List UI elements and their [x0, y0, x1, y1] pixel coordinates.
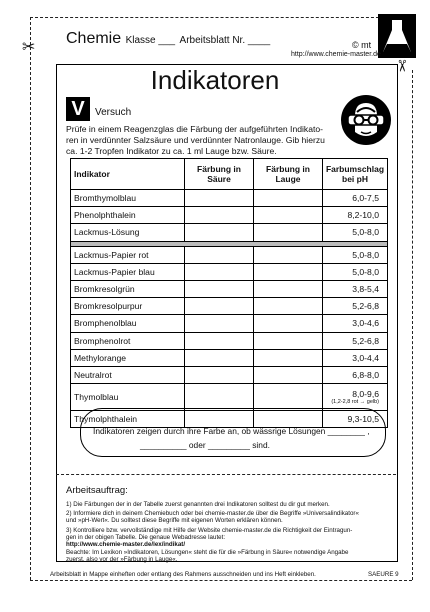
intro-line: ca. 1-2 Tropfen Indikator zu ca. 1 ml Lauge bzw. Säure.	[66, 146, 277, 156]
color-in-acid-cell[interactable]	[185, 298, 254, 315]
column-header-saeure: Färbung in Säure	[185, 159, 254, 190]
ph-range: 6,8-8,0	[323, 366, 388, 383]
ph-range: 5,0-8,0	[323, 246, 388, 263]
indicator-name: Bromphenolrot	[71, 332, 185, 349]
klasse-label: Klasse ___	[125, 35, 176, 46]
color-in-base-cell[interactable]	[254, 263, 323, 280]
color-in-acid-cell[interactable]	[185, 315, 254, 332]
color-in-base-cell[interactable]	[254, 298, 323, 315]
indicator-name: Lackmus-Lösung	[71, 224, 185, 241]
indicator-name: Lackmus-Papier rot	[71, 246, 185, 263]
color-in-acid-cell[interactable]	[185, 263, 254, 280]
color-in-base-cell[interactable]	[254, 349, 323, 366]
fill-in-sentence-line-2[interactable]: __________ oder _________ sind.	[140, 440, 270, 450]
ph-range: 6,0-7,5	[323, 190, 388, 207]
task-line: gen in der obigen Tabelle. Die genaue Webadresse lautet:	[66, 534, 226, 542]
footer-instruction: Arbeitsblatt in Mappe einheften oder entlang des Rahmens ausschneiden und ins Heft einkleben.	[50, 571, 316, 578]
ph-range: 8,2-10,0	[323, 207, 388, 224]
task-line: Beachte: Im Lexikon »Indikatoren, Lösungen« steht die für die »Färbung in Säure« notwendige Angabe	[66, 548, 349, 556]
color-in-base-cell[interactable]	[254, 280, 323, 297]
color-in-acid-cell[interactable]	[185, 246, 254, 263]
table-header-row	[71, 159, 388, 190]
intro-line: ren in verdünnter Salzsäure und verdünnter Natronlauge. Gib hierzu	[66, 135, 325, 145]
color-in-base-cell[interactable]	[254, 384, 323, 411]
ph-range	[323, 384, 388, 411]
color-in-acid-cell[interactable]	[185, 332, 254, 349]
color-in-acid-cell[interactable]	[185, 224, 254, 241]
column-header-indikator: Indikator	[71, 159, 185, 190]
table-row	[71, 315, 388, 332]
task-item-1: 1) Die Färbungen der in der Tabelle zuerst genannten drei Indikatoren solltest du dir gut merken.	[66, 501, 330, 508]
table-row	[71, 207, 388, 224]
indicator-name: Neutralrot	[71, 366, 185, 383]
table-row	[71, 298, 388, 315]
color-in-base-cell[interactable]	[254, 332, 323, 349]
table-row	[71, 332, 388, 349]
indicator-name: Bromkresolgrün	[71, 280, 185, 297]
website-url: http://www.chemie-master.de	[291, 51, 381, 58]
color-in-base-cell[interactable]	[254, 190, 323, 207]
color-in-base-cell[interactable]	[254, 207, 323, 224]
scissors-icon: ✂	[392, 59, 410, 73]
table-row	[71, 190, 388, 207]
ph-range: 3,0-4,4	[323, 349, 388, 366]
sheet-header	[66, 30, 270, 48]
arbeitsblatt-label: Arbeitsblatt Nr. ____	[179, 35, 271, 46]
indicator-name: Thymolphthalein	[71, 411, 185, 428]
ph-range: 5,2-6,8	[323, 298, 388, 315]
color-in-base-cell[interactable]	[254, 315, 323, 332]
column-header-lauge: Färbung in Lauge	[254, 159, 323, 190]
indicator-name: Methylorange	[71, 349, 185, 366]
color-in-acid-cell[interactable]	[185, 349, 254, 366]
indicator-table	[70, 158, 388, 428]
auftrag-heading: Arbeitsauftrag:	[66, 485, 128, 496]
page-title: Indikatoren	[150, 65, 280, 95]
indicator-name: Phenolphthalein	[71, 207, 185, 224]
copyright-label: © mt	[352, 40, 372, 50]
ph-range: 3,8-5,4	[323, 280, 388, 297]
color-in-acid-cell[interactable]	[185, 366, 254, 383]
table-row	[71, 366, 388, 383]
cut-line-top	[30, 17, 394, 18]
table-row	[71, 280, 388, 297]
color-in-base-cell[interactable]	[254, 366, 323, 383]
color-in-acid-cell[interactable]	[185, 207, 254, 224]
intro-line: Prüfe in einem Reagenzglas die Färbung der aufgeführten Indikato-	[66, 124, 324, 134]
cut-line-left	[30, 17, 31, 580]
table-row	[71, 384, 388, 411]
scissors-icon: ✂	[22, 39, 36, 56]
indicator-name: Thymolblau	[71, 384, 185, 411]
indicator-name: Bromphenolblau	[71, 315, 185, 332]
color-in-acid-cell[interactable]	[185, 190, 254, 207]
subject-label: Chemie	[66, 30, 122, 47]
flask-logo-icon	[378, 14, 416, 58]
indicator-name: Bromthymolblau	[71, 190, 185, 207]
task-line: 3) Kontrolliere bzw. vervollständige mit Hilfe der Website chemie-master.de die Richtigkeit der Eintragun-	[66, 527, 353, 534]
intro-text	[66, 124, 346, 157]
table-row	[71, 224, 388, 241]
color-in-base-cell[interactable]	[254, 246, 323, 263]
ph-range-value: 8,0-9,6	[352, 389, 379, 400]
task-line: 2) Informiere dich in deinem Chemiebuch oder bei chemie-master.de über die Begriffe »Universalindikator«	[66, 510, 359, 517]
column-header-ph: Farbumschlag bei pH	[323, 159, 388, 190]
task-line: und »pH-Wert«. Du solltest diese Begriffe mit eigenen Worten erklären können.	[66, 517, 283, 525]
ph-range: 9,3-10,5	[323, 411, 388, 428]
ph-range: 5,0-8,0	[323, 263, 388, 280]
safety-goggles-icon	[340, 94, 392, 146]
ph-range: 5,2-6,8	[323, 332, 388, 349]
table-row	[71, 246, 388, 263]
ph-range-note: (1,2-2,8 rot → gelb)	[331, 399, 379, 406]
indicator-name: Bromkresolpurpur	[71, 298, 185, 315]
section-letter-badge: V	[66, 97, 90, 121]
color-in-base-cell[interactable]	[254, 224, 323, 241]
task-item-3	[66, 527, 396, 563]
ph-range: 5,0-8,0	[323, 224, 388, 241]
table-row	[71, 349, 388, 366]
color-in-acid-cell[interactable]	[185, 280, 254, 297]
auftrag-divider	[56, 474, 396, 475]
fill-in-sentence-line-1[interactable]: Indikatoren zeigen durch ihre Farbe an, ob wässrige Lösungen ________ ,	[93, 426, 370, 436]
cut-line-bottom	[30, 580, 412, 581]
section-label: Versuch	[95, 107, 132, 118]
task-line: zuerst, also vor der »Färbung in Lauge«.	[66, 555, 178, 563]
color-in-acid-cell[interactable]	[185, 384, 254, 411]
cut-line-right	[412, 70, 413, 580]
sheet-code: SAEURE 9	[368, 571, 399, 578]
task-link[interactable]: http://www.chemie-master.de/lex/indikat/	[66, 541, 186, 549]
task-item-2	[66, 510, 396, 524]
table-row	[71, 263, 388, 280]
ph-range: 3,0-4,6	[323, 315, 388, 332]
indicator-name: Lackmus-Papier blau	[71, 263, 185, 280]
